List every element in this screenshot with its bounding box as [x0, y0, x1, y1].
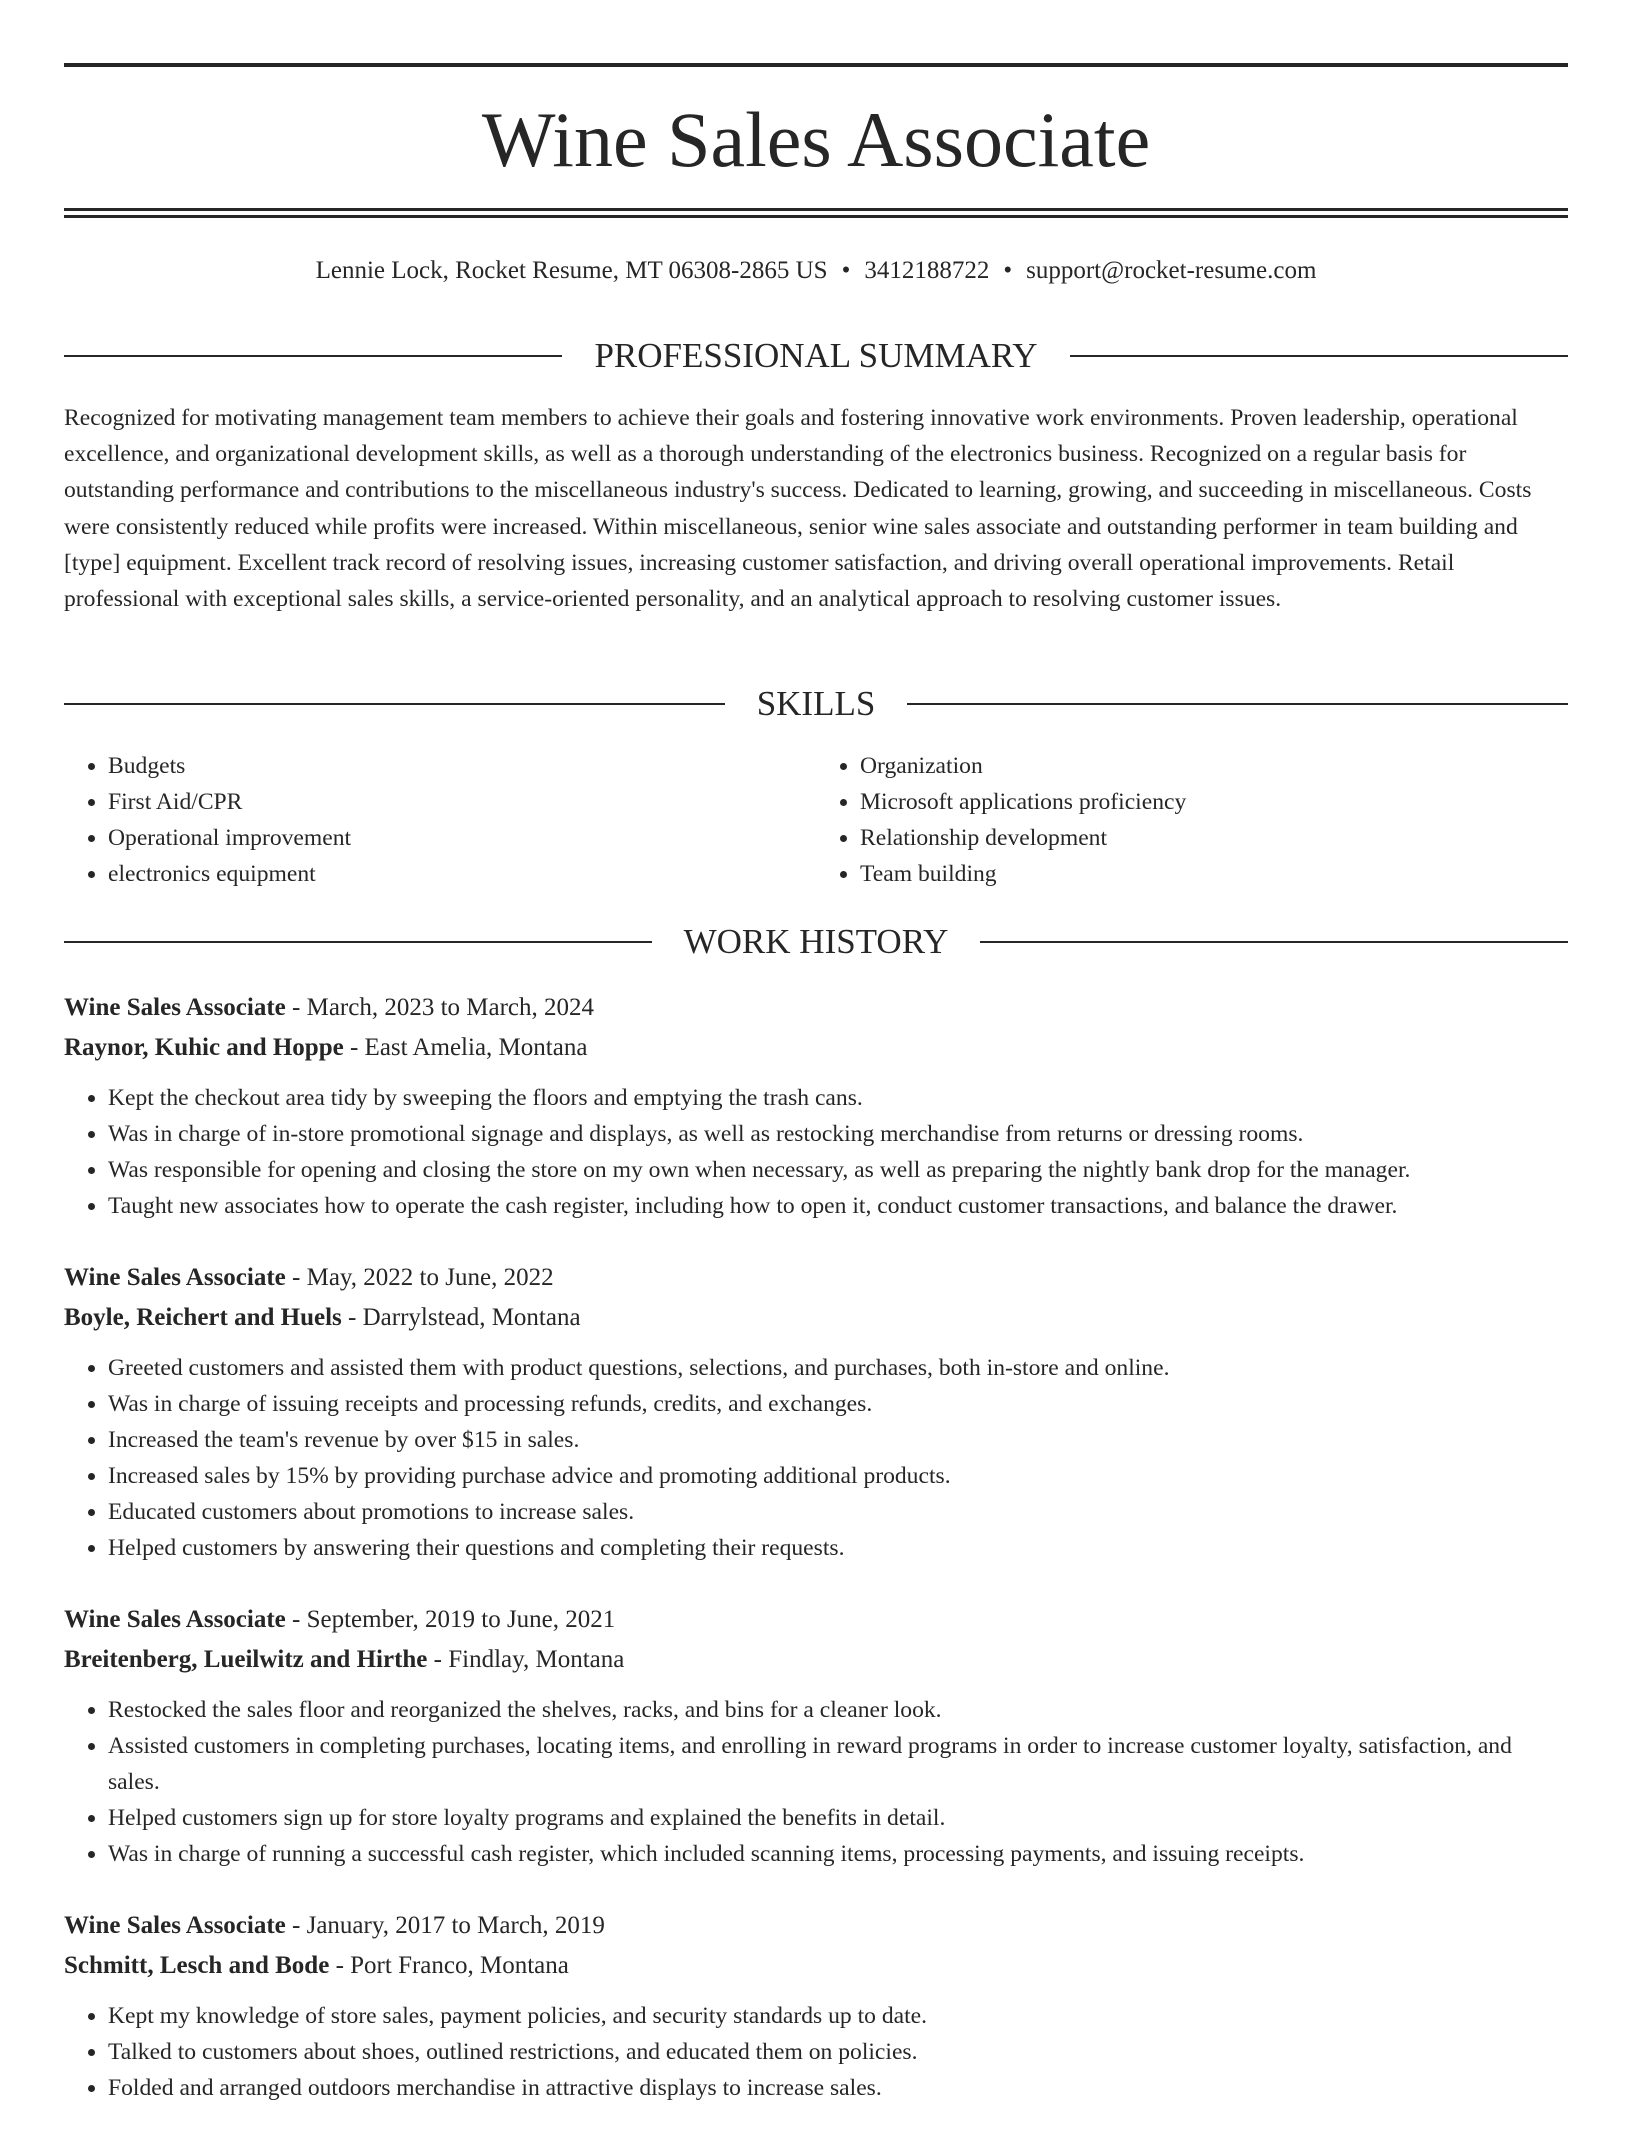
skills-heading-label: SKILLS	[756, 684, 876, 723]
job-bullet: • Greeted customers and assisted them with product questions, selections, and purchases, both in-store and online.	[108, 1350, 1568, 1386]
heading-rule	[907, 703, 1568, 705]
job-location: Findlay, Montana	[448, 1646, 625, 1673]
work-heading-label: WORK HISTORY	[683, 922, 949, 961]
job-bullet: • Was responsible for opening and closing the store on my own when necessary, as well as preparing the nightly bank drop for the manager.	[108, 1152, 1568, 1188]
job-company: Boyle, Reichert and Huels	[64, 1304, 342, 1331]
job-bullet: • Increased sales by 15% by providing purchase advice and promoting additional products.	[108, 1458, 1568, 1494]
job-bullet: • Assisted customers in completing purchases, locating items, and enrolling in reward programs in order to increase customer loyalty, satisfaction, and sales.	[108, 1728, 1568, 1800]
skill-item: • electronics equipment	[108, 856, 816, 892]
job-bullets	[64, 1350, 1568, 1566]
job-dates: September, 2019 to June, 2021	[306, 1606, 616, 1633]
skills-list	[64, 748, 1568, 892]
job-title-line: Wine Sales Associate - March, 2023 to March, 2024	[64, 994, 595, 1021]
job-bullet: • Was in charge of issuing receipts and processing refunds, credits, and exchanges.	[108, 1386, 1568, 1422]
job-title: Wine Sales Associate	[64, 1912, 286, 1939]
job-dates: May, 2022 to June, 2022	[306, 1264, 554, 1291]
heading-rule	[980, 941, 1568, 943]
skills-column-right	[816, 748, 1568, 892]
job-bullet: • Taught new associates how to operate the cash register, including how to open it, conduct customer transactions, and balance the drawer.	[108, 1188, 1568, 1224]
heading-rule	[64, 355, 562, 357]
contact-address: Lennie Lock, Rocket Resume, MT 06308-2865 US	[315, 257, 828, 284]
contact-phone: 3412188722	[864, 257, 990, 284]
skill-item: • Team building	[860, 856, 1568, 892]
job-dates: January, 2017 to March, 2019	[306, 1912, 605, 1939]
job-bullet: • Folded and arranged outdoors merchandise in attractive displays to increase sales.	[108, 2070, 1568, 2106]
top-rule	[64, 63, 1568, 67]
job-company-line: Schmitt, Lesch and Bode - Port Franco, Montana	[64, 1952, 569, 1979]
job-bullet: • Increased the team's revenue by over $15 in sales.	[108, 1422, 1568, 1458]
job-bullet: • Kept the checkout area tidy by sweeping the floors and emptying the trash cans.	[108, 1080, 1568, 1116]
job-location: East Amelia, Montana	[364, 1034, 588, 1061]
job-entry	[64, 1600, 1568, 1872]
contact-separator: •	[841, 257, 851, 284]
job-bullets	[64, 1692, 1568, 1872]
job-title: Wine Sales Associate	[64, 994, 286, 1021]
job-company-line: Boyle, Reichert and Huels - Darrylstead, Montana	[64, 1304, 581, 1331]
summary-heading	[64, 334, 1568, 378]
job-company: Breitenberg, Lueilwitz and Hirthe	[64, 1646, 428, 1673]
job-dates: March, 2023 to March, 2024	[306, 994, 595, 1021]
contact-email: support@rocket-resume.com	[1026, 257, 1317, 284]
job-entry	[64, 1906, 1568, 2106]
summary-text: Recognized for motivating management team members to achieve their goals and fostering innovative work environments. Proven leadership, operational excellence, and organizational development skills, as well as a thorough understanding of the electronics business. Recognized on a regular basis for outstanding performance and contributions to the miscellaneous industry's success. Dedicated to learning, growing, and succeeding in miscellaneous. Costs were consistently reduced while profits were increased. Within miscellaneous, senior wine sales associate and outstanding performer in team building and [type] equipment. Excellent track record of resolving issues, increasing customer satisfaction, and driving overall operational improvements. Retail professional with exceptional sales skills, a service-oriented personality, and an analytical approach to resolving customer issues.	[64, 405, 1532, 613]
job-bullets	[64, 1080, 1568, 1224]
job-bullet: • Talked to customers about shoes, outlined restrictions, and educated them on policies.	[108, 2034, 1568, 2070]
skill-item: • Operational improvement	[108, 820, 816, 856]
heading-rule	[64, 703, 725, 705]
job-bullet: • Kept my knowledge of store sales, payment policies, and security standards up to date.	[108, 1998, 1568, 2034]
job-bullet: • Helped customers by answering their questions and completing their requests.	[108, 1530, 1568, 1566]
skills-column-left	[64, 748, 816, 892]
skills-heading	[64, 682, 1568, 726]
job-entry	[64, 1258, 1568, 1566]
job-bullet: • Educated customers about promotions to increase sales.	[108, 1494, 1568, 1530]
contact-separator: •	[1003, 257, 1013, 284]
skill-item: • Organization	[860, 748, 1568, 784]
job-bullet: • Helped customers sign up for store loyalty programs and explained the benefits in detail.	[108, 1800, 1568, 1836]
job-bullet: • Restocked the sales floor and reorganized the shelves, racks, and bins for a cleaner look.	[108, 1692, 1568, 1728]
job-title-line: Wine Sales Associate - May, 2022 to June, 2022	[64, 1264, 554, 1291]
job-title: Wine Sales Associate	[64, 1606, 286, 1633]
heading-rule	[64, 941, 652, 943]
skill-item: • Budgets	[108, 748, 816, 784]
work-heading	[64, 920, 1568, 964]
work-history	[64, 988, 1568, 2140]
skill-item: • Microsoft applications proficiency	[860, 784, 1568, 820]
job-location: Darrylstead, Montana	[362, 1304, 581, 1331]
job-bullet: • Was in charge of running a successful cash register, which included scanning items, processing payments, and issuing receipts.	[108, 1836, 1568, 1872]
job-company-line: Breitenberg, Lueilwitz and Hirthe - Findlay, Montana	[64, 1646, 625, 1673]
job-title-line: Wine Sales Associate - January, 2017 to March, 2019	[64, 1912, 605, 1939]
title-double-rule	[64, 208, 1568, 218]
job-bullet: • Was in charge of in-store promotional signage and displays, as well as restocking merchandise from returns or dressing rooms.	[108, 1116, 1568, 1152]
summary-heading-label: PROFESSIONAL SUMMARY	[594, 336, 1038, 375]
job-bullets	[64, 1998, 1568, 2106]
job-title: Wine Sales Associate	[64, 1264, 286, 1291]
job-title-line: Wine Sales Associate - September, 2019 to June, 2021	[64, 1606, 616, 1633]
job-company: Schmitt, Lesch and Bode	[64, 1952, 330, 1979]
skill-item: • Relationship development	[860, 820, 1568, 856]
skill-item: • First Aid/CPR	[108, 784, 816, 820]
contact-line	[64, 254, 1568, 288]
job-company: Raynor, Kuhic and Hoppe	[64, 1034, 344, 1061]
page-title: Wine Sales Associate	[481, 96, 1151, 183]
job-location: Port Franco, Montana	[350, 1952, 569, 1979]
job-company-line: Raynor, Kuhic and Hoppe - East Amelia, Montana	[64, 1034, 588, 1061]
heading-rule	[1070, 355, 1568, 357]
job-entry	[64, 988, 1568, 1224]
